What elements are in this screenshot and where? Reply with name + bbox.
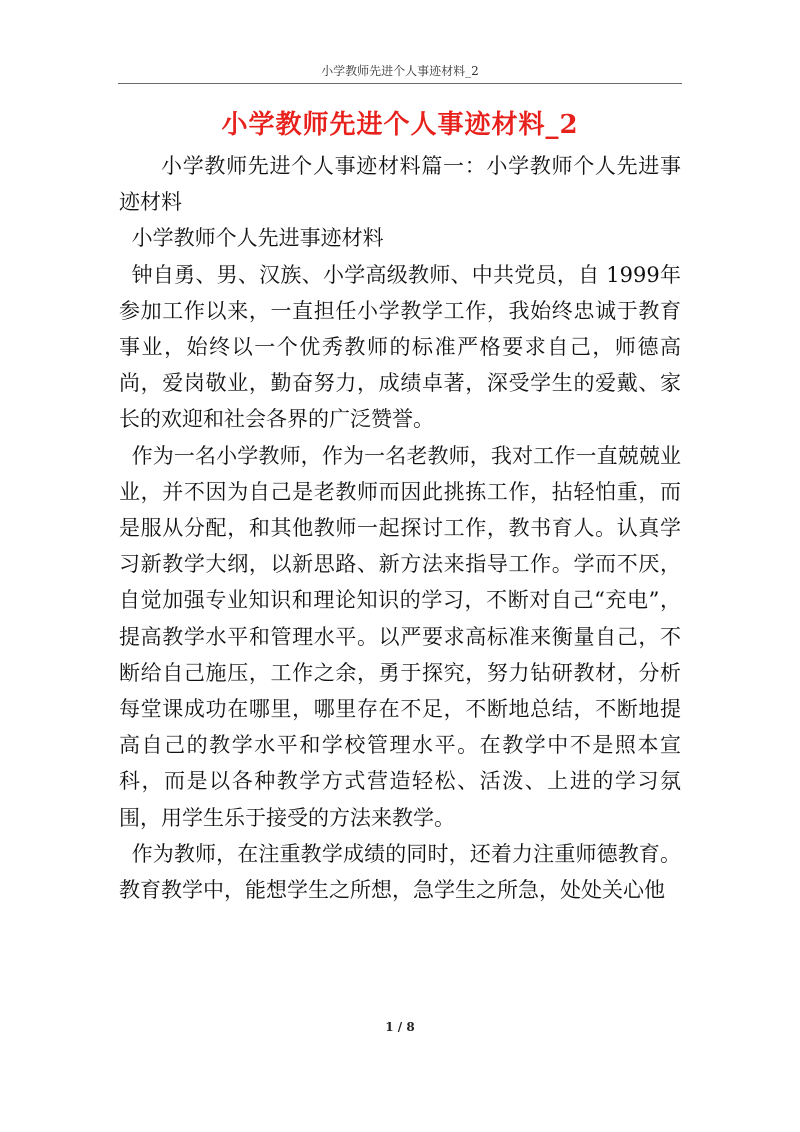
running-header: 小学教师先进个人事迹材料_2 <box>321 64 479 78</box>
page-indicator: 1 / 8 <box>385 1020 415 1034</box>
paragraph-work: 作为一名小学教师，作为一名老教师，我对工作一直兢兢业业，并不因为自己是老教师而因此挑拣工作，拈轻怕重，而是服从分配，和其他教师一起探讨工作，教书育人。认真学习新教学大纲，以新思路、新方法来指导工作。学而不厌，自觉加强专业知识和理论知识的学习，不断对自己“充电”，提高教学水平和管理水平。以严要求高标准来衡量自己，不断给自己施压，工作之余，勇于探究，努力钻研教材，分析每堂课成功在哪里，哪里存在不足，不断地总结，不断地提高自己的教学水平和学校管理水平。在教学中不是照本宣科，而是以各种教学方式营造轻松、活泼、上进的学习氛围，用学生乐于接受的方法来教学。 <box>119 443 681 830</box>
document-body <box>119 148 681 908</box>
paragraph-ethics: 作为教师，在注重教学成绩的同时，还着力注重师德教育。教育教学中，能想学生之所想，急学生之所急，处处关心他 <box>119 841 681 903</box>
paragraph-profile: 钟自勇、男、汉族、小学高级教师、中共党员，自 1999年参加工作以来，一直担任小学教学工作，我始终忠诚于教育事业，始终以一个优秀教师的标准严格要求自己，师德高尚，爱岗敬业，勤奋努力，成绩卓著，深受学生的爱戴、家长的欢迎和社会各界的广泛赞誉。 <box>119 262 681 432</box>
document-title: 小学教师先进个人事迹材料_2 <box>221 110 579 140</box>
header-divider <box>118 83 682 84</box>
paragraph-heading: 小学教师个人先进事迹材料 <box>131 226 384 251</box>
paragraph-subtitle: 小学教师先进个人事迹材料篇一：小学教师个人先进事迹材料 <box>119 154 681 215</box>
